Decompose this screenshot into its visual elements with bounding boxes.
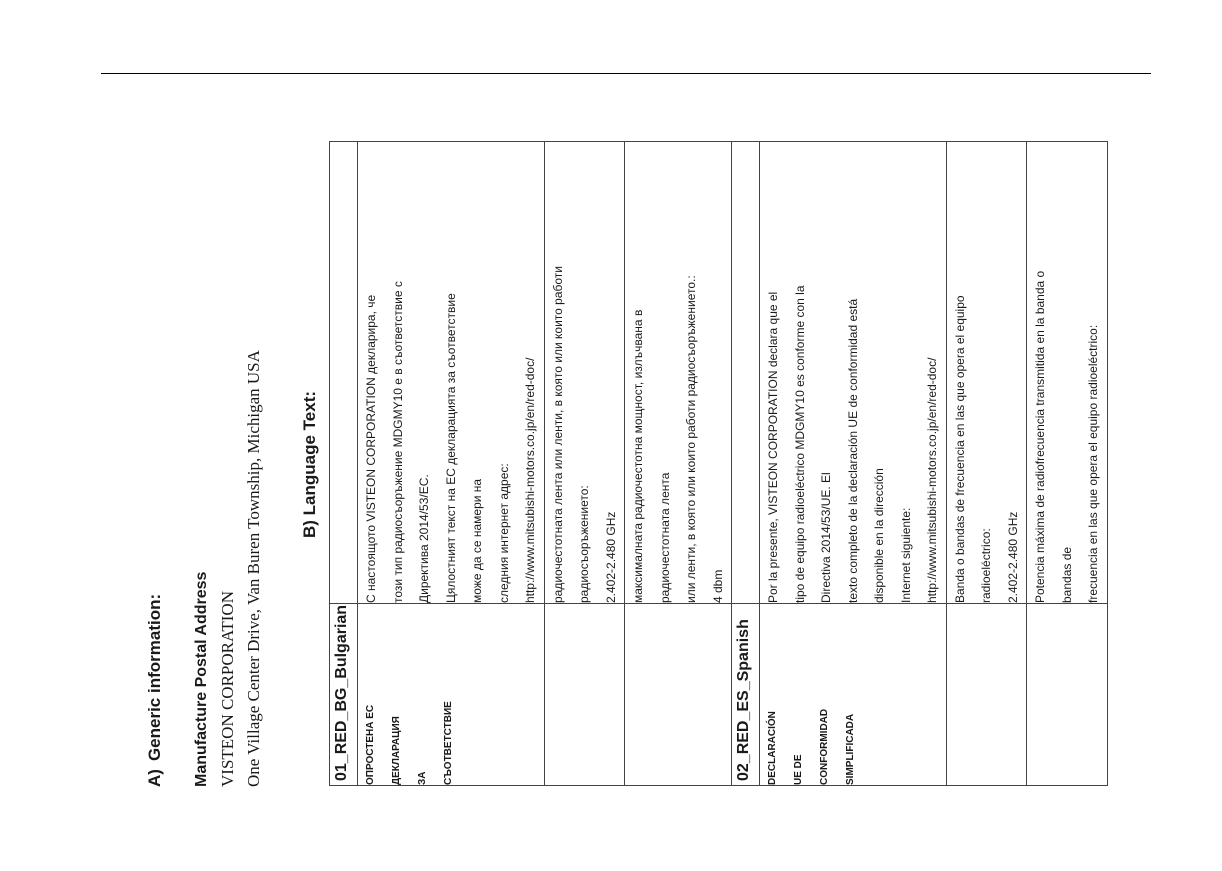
generic-info-heading	[145, 594, 165, 787]
section-row-spanish	[732, 142, 760, 786]
text-line: радиочестотната лента или ленти, в която или които работи	[550, 266, 565, 603]
text-line: tipo de equipo radioeléctrico MDGMY10 es conforme con la	[792, 285, 807, 603]
label-line: SIMPLIFICADA	[845, 713, 856, 785]
declaration-cell-spanish	[760, 142, 947, 604]
empty-cell	[1027, 604, 1108, 786]
text-line: Directiva 2014/53/UE. El	[819, 472, 833, 603]
band-cell-bulgarian	[544, 142, 625, 604]
text-line: С настоящото VISTEON CORPORATION декларира, че	[364, 294, 378, 603]
power-cell-bulgarian	[625, 142, 732, 604]
label-line: СЪОТВЕТСТВИЕ	[443, 701, 454, 785]
section-title-spanish: 02_RED_ES_Spanish	[732, 604, 760, 786]
table-row	[544, 142, 625, 786]
power-cell-spanish	[1027, 142, 1108, 604]
label-line: ОПРОСТЕНА ЕС	[365, 704, 376, 785]
table-row	[760, 142, 947, 786]
text-line: http://www.mitsubishi-motors.co.jp/en/red-doc/	[523, 357, 537, 603]
label-cell-spanish	[760, 604, 947, 786]
text-line: радиосъоръжението:	[577, 485, 591, 603]
empty-cell	[544, 604, 625, 786]
text-line: следния интернет адрес:	[496, 463, 511, 603]
section-empty-cell	[330, 142, 358, 604]
company-address: One Village Center Drive, Van Buren Township, Michigan USA	[244, 350, 263, 787]
text-line: 2.402-2.480 GHz	[1005, 511, 1020, 603]
table-row	[625, 142, 732, 786]
section-row-bulgarian	[330, 142, 358, 786]
table-row	[358, 142, 545, 786]
text-line: bandas de	[1059, 546, 1074, 603]
text-line: максималната радиочестотна мощност, излъчвана в	[631, 309, 645, 603]
text-line: Potencia máxima de radiofrecuencia transmitida en la banda o	[1033, 270, 1047, 603]
text-line: texto completo de la declaración UE de conformidad está	[845, 298, 860, 603]
text-line: или ленти, в която или които работи радиосъоръжението.:	[684, 275, 698, 603]
company-name: VISTEON CORPORATION	[218, 591, 237, 787]
label-line: UE DE	[793, 754, 804, 785]
band-cell-spanish	[946, 142, 1027, 604]
label-cell-bulgarian	[358, 604, 545, 786]
language-table	[329, 141, 1108, 786]
text-line: radioeléctrico:	[979, 528, 993, 603]
label-line: ЗА	[417, 771, 428, 785]
text-line: Internet siguiente:	[898, 507, 913, 603]
text-line: може да се намери на	[470, 478, 484, 603]
header-rule	[101, 73, 1151, 74]
empty-cell	[625, 604, 732, 786]
generic-info-title: Generic information:	[145, 593, 164, 762]
language-text-heading: B) Language Text:	[300, 390, 319, 538]
label-line: ДЕКЛАРАЦИЯ	[391, 716, 402, 785]
empty-cell	[946, 604, 1027, 786]
text-line: 2.402-2.480 GHz	[603, 511, 618, 603]
text-line: Директива 2014/53/ЕС.	[417, 474, 431, 603]
text-line: Цялостният текст на ЕС декларацията за съответствие	[443, 293, 458, 603]
section-empty-cell	[732, 142, 760, 604]
generic-info-number: A)	[145, 769, 164, 787]
text-line: този тип радиосъоръжение MDGMY10 е в съответствие с	[390, 281, 405, 603]
postal-address-title: Manufacture Postal Address	[193, 571, 210, 787]
section-title-bulgarian: 01_RED_BG_Bulgarian	[330, 604, 358, 786]
text-line: радиочестотната лента	[657, 472, 672, 603]
text-line: disponible en la dirección	[872, 468, 886, 603]
table-row	[946, 142, 1027, 786]
rotated-page	[143, 142, 1163, 787]
text-line: http://www.mitsubishi-motors.co.jp/en/red-doc/	[925, 357, 939, 603]
declaration-cell-bulgarian	[358, 142, 545, 604]
label-line: CONFORMIDAD	[819, 708, 830, 785]
label-line: DECLARACIÓN	[767, 711, 778, 785]
table-row	[1027, 142, 1108, 786]
text-line: frecuencia en las que opera el equipo radioeléctrico:	[1086, 324, 1100, 603]
text-line: Por la presente, VISTEON CORPORATION declara que el	[766, 291, 780, 603]
text-line: Banda o bandas de frecuencia en las que opera el equipo	[952, 295, 967, 603]
text-line: 4 dbm	[710, 569, 725, 603]
